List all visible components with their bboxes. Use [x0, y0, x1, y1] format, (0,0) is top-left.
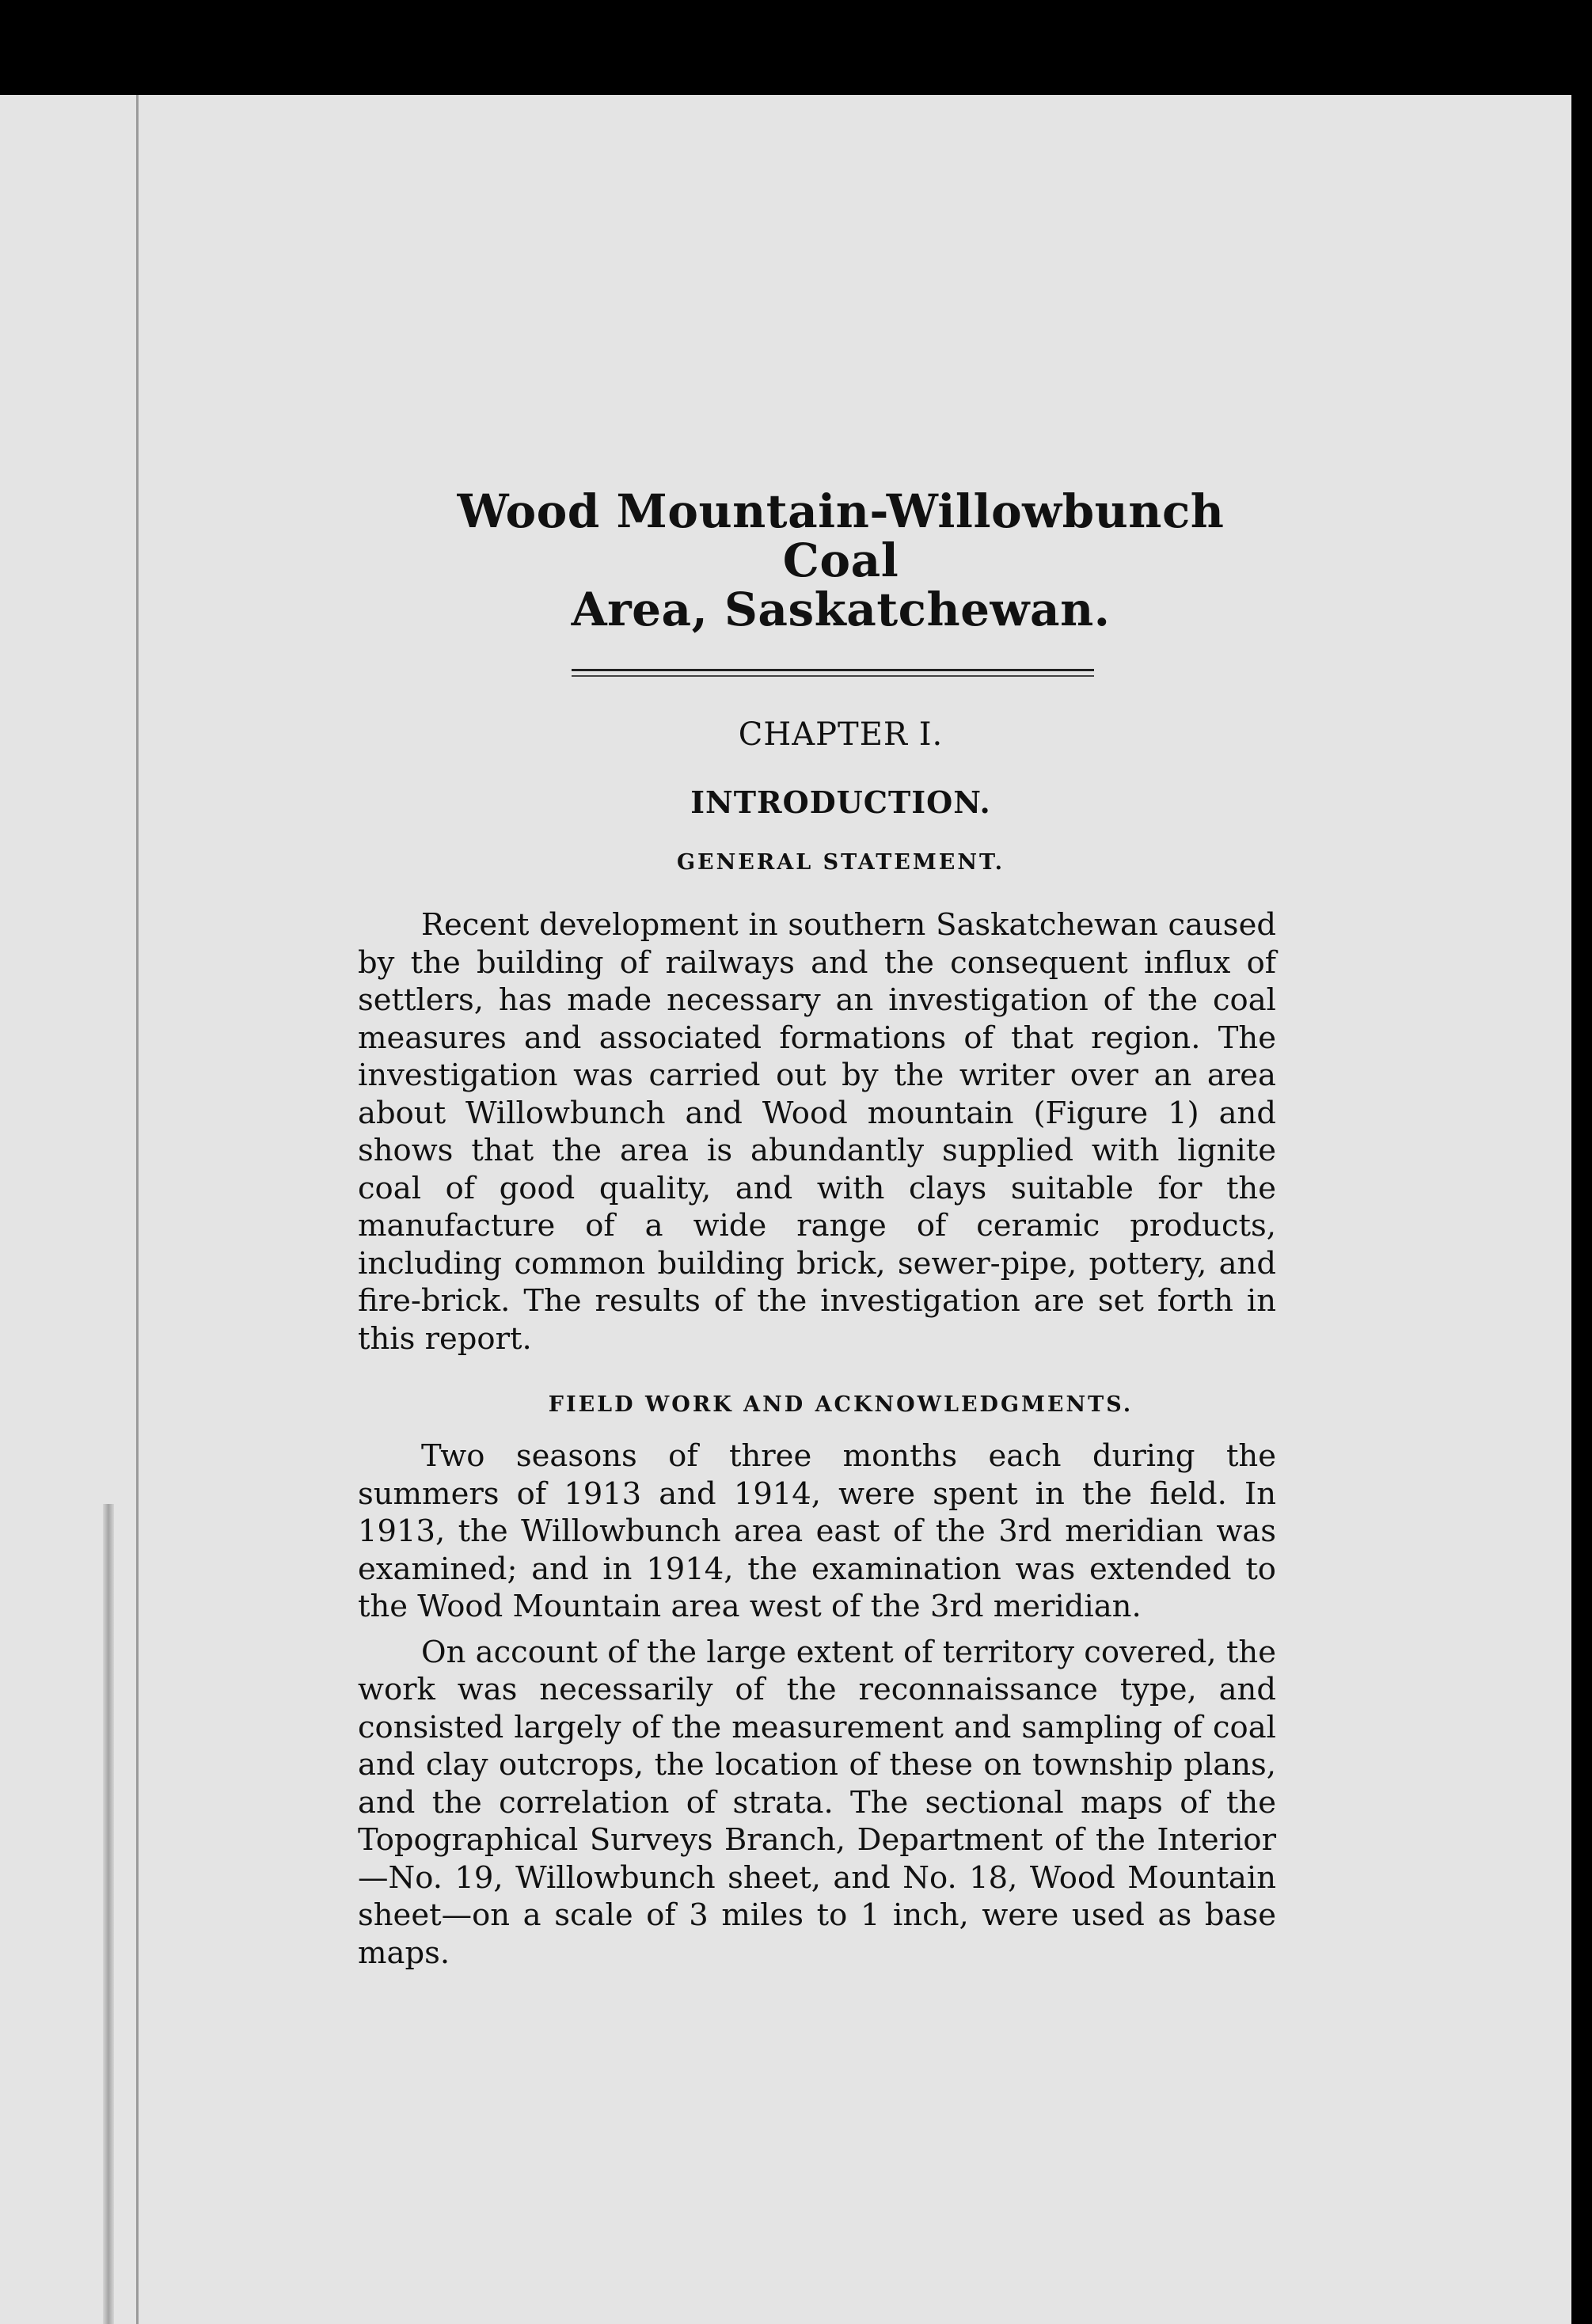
title-divider: [572, 669, 1094, 677]
section-heading-general-statement: GENERAL STATEMENT.: [676, 850, 1005, 875]
page-content: [358, 484, 1276, 1972]
paragraph-field-seasons: Two seasons of three months each during the summers of 1913 and 1914, were spent in the field. In 1913, the Willowbunch area east of the 3rd meridian was examined; and in 1914, the examination was extended to the Wood Mountain area west of the 3rd meridian.: [358, 1438, 1276, 1624]
chapter-title: INTRODUCTION.: [690, 784, 991, 820]
paragraph-general-statement: Recent development in southern Saskatchewan caused by the building of railways and the consequent influx of settlers, has made necessary an investigation of the coal measures and associated formations of that region. The investigation was carried out by the writer over an area about Willowbunch and Wood mountain (Figure 1) and shows that the area is abundantly supplied with lignite coal of good quality, and with clays suitable for the manufacture of a wide range of ceramic products, including common building brick, sewer-pipe, pottery, and fire-brick. The results of the investigation are set forth in this report.: [358, 907, 1276, 1357]
section-heading-field-work: FIELD WORK AND ACKNOWLEDGMENTS.: [548, 1392, 1134, 1417]
chapter-number: CHAPTER I.: [738, 716, 944, 753]
title-line-2: Area, Saskatchewan.: [571, 583, 1111, 636]
margin-line: [136, 95, 139, 2324]
paragraph-reconnaissance: On account of the large extent of territory covered, the work was necessarily of the reconnaissance type, and consisted largely of the measurement and sampling of coal and clay outcrops, the location of these on township plans, and the correlation of strata. The sectional maps of the Topographical Surveys Branch, Department of the Interior—No. 19, Willowbunch sheet, and No. 18, Wood Mountain sheet—on a scale of 3 miles to 1 inch, were used as base maps.: [358, 1634, 1276, 1971]
binding-edge: [103, 1504, 114, 2324]
title-line-1: Wood Mountain-Willowbunch Coal: [457, 484, 1225, 587]
document-title: [358, 484, 1276, 636]
